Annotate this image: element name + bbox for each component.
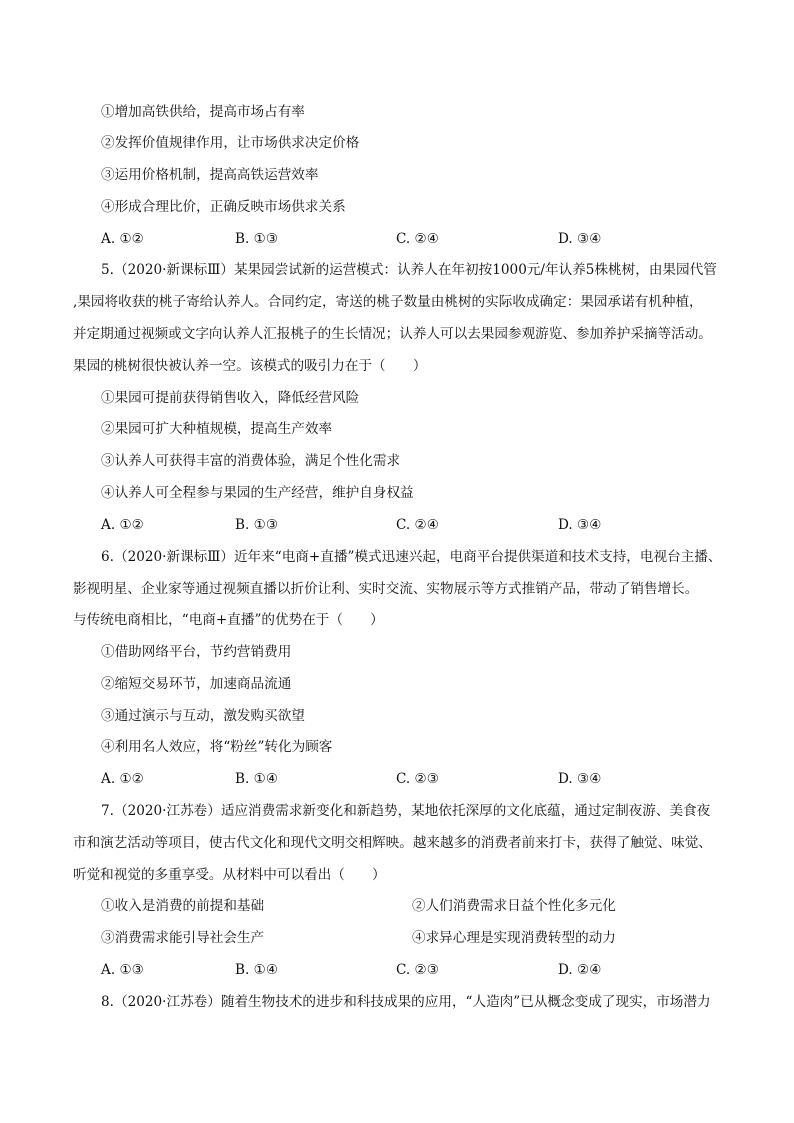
q5-item-4: ④认养人可全程参与果园的生产经营，维护自身权益 <box>101 485 414 501</box>
q4-item-2: ②发挥价值规律作用，让市场供求决定价格 <box>101 135 360 151</box>
q6-option-a[interactable]: A. ①② <box>101 771 144 787</box>
q5-item-3: ③认养人可获得丰富的消费体验，满足个性化需求 <box>101 453 401 469</box>
q7-stem-line-2: 市和演艺活动等项目，使古代文化和现代文明交相辉映。越来越多的消费者前来打卡，获得了触觉、味觉、 <box>73 835 712 851</box>
q5-stem-line-4: 果园的桃树很快被认养一空。该模式的吸引力在于（ ） <box>73 358 427 374</box>
q7-option-b[interactable]: B. ①④ <box>235 962 279 978</box>
q5-item-1: ①果园可提前获得销售收入，降低经营风险 <box>101 390 360 406</box>
q8-stem-line-1: 8.（2020·江苏卷）随着生物技术的进步和科技成果的应用，“人造肉”已从概念变成了现实，市场潜力 <box>101 994 711 1010</box>
q5-stem-line-3: 并定期通过视频或文字向认养人汇报桃子的生长情况；认养人可以去果园参观游览、参加养护采摘等活动。 <box>73 326 712 342</box>
q7-item-3: ③消费需求能引导社会生产 <box>101 930 265 946</box>
q5-option-a[interactable]: A. ①② <box>101 517 144 533</box>
q4-item-3: ③运用价格机制，提高高铁运营效率 <box>101 167 319 183</box>
q5-option-d[interactable]: D. ③④ <box>558 517 602 533</box>
q6-stem-line-1: 6.（2020·新课标Ⅲ）近年来“电商+直播”模式迅速兴起，电商平台提供渠道和技术支持，电视台主播、 <box>101 549 722 565</box>
q5-item-2: ②果园可扩大种植规模，提高生产效率 <box>101 421 333 437</box>
q7-stem-line-1: 7.（2020·江苏卷）适应消费需求新变化和新趋势，某地依托深厚的文化底蕴，通过定制夜游、美食夜 <box>101 803 711 819</box>
q7-stem-line-3: 听觉和视觉的多重享受。从材料中可以看出（ ） <box>73 867 386 883</box>
q5-stem-line-2: ,果园将收获的桃子寄给认养人。合同约定，寄送的桃子数量由桃树的实际收成确定：果园承诺有机种植， <box>73 294 703 310</box>
q7-option-d[interactable]: D. ②④ <box>558 962 602 978</box>
q6-stem-line-3: 与传统电商相比，“电商+直播”的优势在于（ ） <box>73 612 384 628</box>
q4-option-a[interactable]: A. ①② <box>101 231 144 247</box>
q6-item-3: ③通过演示与互动，激发购买欲望 <box>101 708 305 724</box>
q6-stem-line-2: 影视明星、企业家等通过视频直播以折价让利、实时交流、实物展示等方式推销产品，带动了销售增长。 <box>73 581 699 597</box>
q6-option-b[interactable]: B. ①④ <box>235 771 279 787</box>
q6-option-c[interactable]: C. ②③ <box>396 771 439 787</box>
q4-option-d[interactable]: D. ③④ <box>558 231 602 247</box>
q4-item-4: ④形成合理比价，正确反映市场供求关系 <box>101 199 346 215</box>
q6-item-2: ②缩短交易环节，加速商品流通 <box>101 676 292 692</box>
q5-option-b[interactable]: B. ①③ <box>235 517 279 533</box>
q7-item-2: ②人们消费需求日益个性化多元化 <box>412 898 616 914</box>
q6-option-d[interactable]: D. ③④ <box>558 771 602 787</box>
q5-stem-line-1: 5.（2020·新课标Ⅲ）某果园尝试新的运营模式：认养人在年初按1000元/年认养5株桃树，由果园代管 <box>101 262 717 278</box>
q7-item-4: ④求异心理是实现消费转型的动力 <box>412 930 616 946</box>
q5-option-c[interactable]: C. ②④ <box>396 517 439 533</box>
q7-item-1: ①收入是消费的前提和基础 <box>101 898 265 914</box>
q7-option-c[interactable]: C. ②③ <box>396 962 439 978</box>
q4-option-b[interactable]: B. ①③ <box>235 231 279 247</box>
q6-item-4: ④利用名人效应，将“粉丝”转化为顾客 <box>101 739 333 755</box>
q7-option-a[interactable]: A. ①③ <box>101 962 144 978</box>
q4-item-1: ①增加高铁供给，提高市场占有率 <box>101 104 305 120</box>
q6-item-1: ①借助网络平台，节约营销费用 <box>101 644 292 660</box>
q4-option-c[interactable]: C. ②④ <box>396 231 439 247</box>
